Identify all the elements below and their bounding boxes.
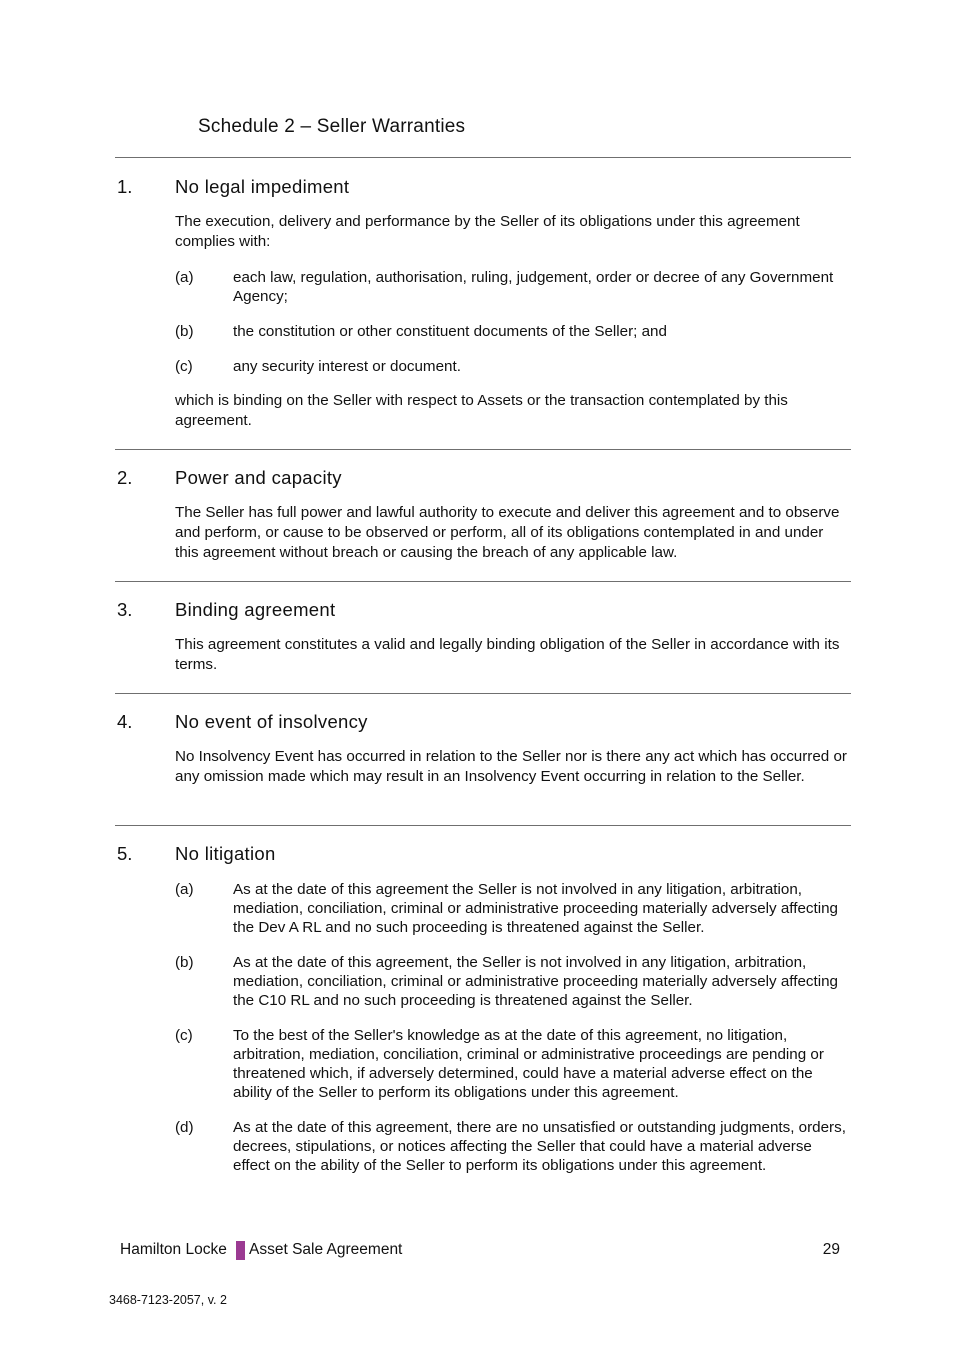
footer-accent-bar	[236, 1241, 245, 1260]
section-heading	[115, 176, 851, 200]
section-no-legal-impediment	[115, 157, 851, 431]
section-number: 3.	[117, 599, 133, 620]
section-number: 1.	[117, 176, 133, 197]
clause-item	[175, 268, 851, 306]
section-divider	[115, 581, 851, 582]
clause-item	[175, 322, 851, 341]
section-power-and-capacity	[115, 449, 851, 563]
clause-label: (c)	[175, 358, 193, 375]
clause-list	[115, 880, 851, 1175]
clause-label: (a)	[175, 881, 194, 898]
section-heading	[115, 843, 851, 867]
clause-label: (c)	[175, 1027, 193, 1044]
clause-item	[175, 953, 851, 1010]
section-divider	[115, 693, 851, 694]
clause-item	[175, 880, 851, 937]
section-divider	[115, 449, 851, 450]
footer-document-title: Asset Sale Agreement	[249, 1241, 403, 1258]
page-number: 29	[822, 1241, 840, 1258]
section-title: No litigation	[175, 843, 276, 864]
document-reference: 3468-7123-2057, v. 2	[109, 1293, 227, 1307]
clause-label: (b)	[175, 954, 194, 971]
section-number: 2.	[117, 467, 133, 488]
clause-text: any security interest or document.	[233, 358, 461, 375]
section-title: Power and capacity	[175, 467, 342, 488]
clause-item	[175, 1118, 851, 1175]
section-title: Binding agreement	[175, 599, 336, 620]
schedule-title: Schedule 2 – Seller Warranties	[198, 116, 466, 137]
section-number: 4.	[117, 711, 133, 732]
clause-text: the constitution or other constituent documents of the Seller; and	[233, 323, 667, 340]
section-intro: The execution, delivery and performance by the Seller of its obligations under this agreement complies with:	[175, 213, 800, 250]
section-number: 5.	[117, 843, 133, 864]
clause-text: As at the date of this agreement, there are no unsatisfied or outstanding judgments, orders, decrees, stipulations, or notices affecting the Seller that could have a material adverse effect on the ability of the Seller to perform its obligations under this agreement.	[233, 1119, 846, 1174]
section-binding-agreement	[115, 581, 851, 675]
section-title: No legal impediment	[175, 176, 350, 197]
section-no-litigation	[115, 825, 851, 1175]
section-heading	[115, 599, 851, 623]
clause-label: (b)	[175, 323, 194, 340]
section-divider	[115, 157, 851, 158]
clause-label: (d)	[175, 1119, 194, 1136]
section-heading	[115, 711, 851, 735]
clause-list	[115, 268, 851, 376]
clause-item	[175, 1026, 851, 1102]
section-heading	[115, 467, 851, 491]
clause-item	[175, 357, 851, 376]
clause-label: (a)	[175, 269, 194, 286]
page-footer	[120, 1239, 840, 1261]
clause-text: each law, regulation, authorisation, ruling, judgement, order or decree of any Government Agency;	[233, 269, 834, 305]
section-intro: The Seller has full power and lawful authority to execute and deliver this agreement and to observe and perform, or cause to be observed or perform, all of its obligations contemplated in and under this agreement without breach or causing the breach of any applicable law.	[175, 504, 840, 561]
section-intro: This agreement constitutes a valid and legally binding obligation of the Seller in accordance with its terms.	[175, 636, 840, 673]
clause-text: As at the date of this agreement, the Seller is not involved in any litigation, arbitration, mediation, conciliation, criminal or administrative proceeding materially adversely affecting the C10 RL and no such proceeding is threatened against the Seller.	[233, 954, 838, 1009]
section-title: No event of insolvency	[175, 711, 368, 732]
clause-text: To the best of the Seller's knowledge as at the date of this agreement, no litigation, arbitration, mediation, conciliation, criminal or administrative proceedings are pending or threatened which, if adversely determined, could have a material adverse effect on the ability of the Seller to perform its obligations under this agreement.	[233, 1027, 824, 1101]
clause-text: As at the date of this agreement the Seller is not involved in any litigation, arbitration, mediation, conciliation, criminal or administrative proceeding materially adversely affecting the Dev A RL and no such proceeding is threatened against the Seller.	[233, 881, 838, 936]
section-no-event-of-insolvency	[115, 693, 851, 787]
section-intro: No Insolvency Event has occurred in relation to the Seller nor is there any act which has occurred or any omission made which may result in an Insolvency Event occurring in relation to the Seller.	[175, 748, 847, 785]
section-outro: which is binding on the Seller with respect to Assets or the transaction contemplated by this agreement.	[175, 392, 788, 429]
section-divider	[115, 825, 851, 826]
footer-company: Hamilton Locke	[120, 1241, 227, 1258]
